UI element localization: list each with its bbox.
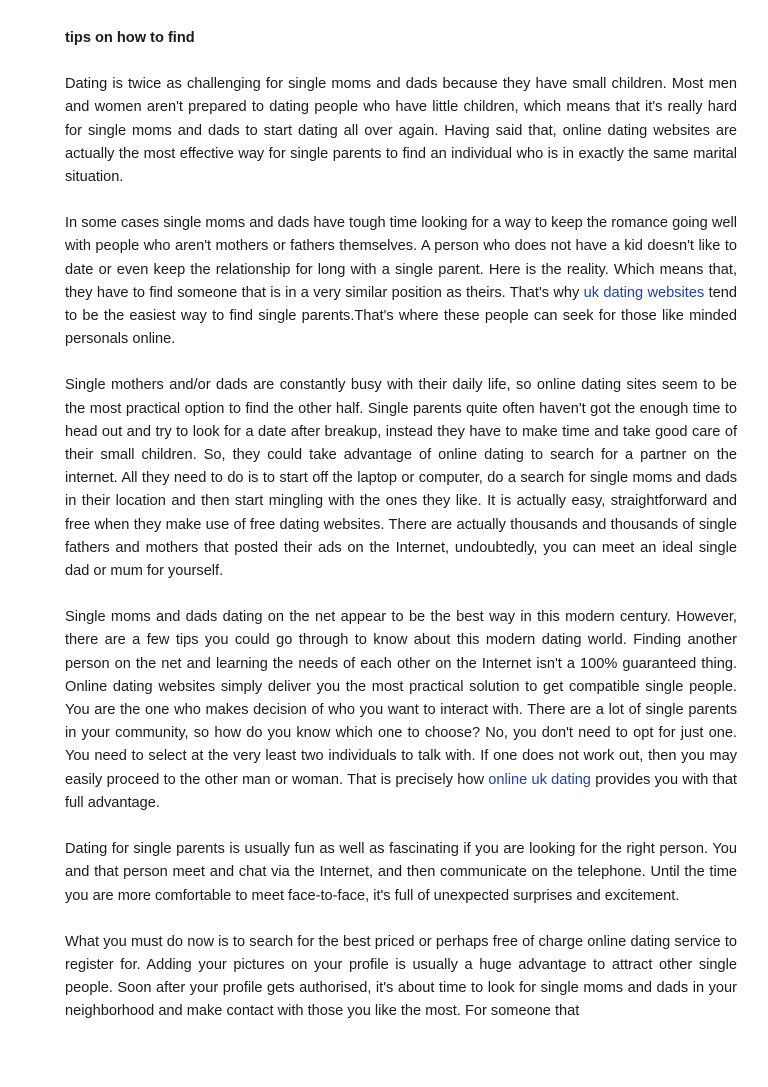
paragraph-3: Single mothers and/or dads are constantly busy with their daily life, so online dating sites seem to be the most practical option to find the other half. Single parents quite often haven't got the enough time to head out and try to look for a date after breakup, instead they have to make time and take good care of their small children. So, they could take advantage of online dating to search for a partner on the internet. All they need to do is to start off the laptop or computer, do a search for single moms and dads in their location and then start mingling with the ones they like. It is actually easy, straightforward and free when they make use of free dating websites. There are actually thousands and thousands of single fathers and mothers that posted their ads on the Internet, undoubtedly, you can meet an ideal single dad or mum for yourself. (65, 377, 737, 580)
paragraph-6: What you must do now is to search for the best priced or perhaps free of charge online dating service to register for. Adding your pictures on your profile is usually a huge advantage to attract other single people. Soon after your profile gets authorised, it's about time to look for single moms and dads in your neighborhood and make contact with those you like the most. For someone that (65, 933, 737, 1020)
document-body (65, 27, 737, 1047)
paragraph-2-text-before: In some cases single moms and dads have tough time looking for a way to keep the romance going well with people who aren't mothers or fathers themselves. A person who does not have a kid doesn't like to date or even keep the relationship for long with a single parent. Here is the reality. Which means that, they have to find someone that is in a very similar position as theirs. That's why (65, 215, 737, 301)
paragraph-4-text-after: provides you with that full advantage. (65, 771, 737, 811)
paragraph-4-text-before: Single moms and dads dating on the net appear to be the best way in this modern century. However, there are a few tips you could go through to know about this modern dating world. Finding another person on the net and learning the needs of each other on the Internet isn't a 100% guaranteed thing. Online dating websites simply deliver you the most practical solution to get compatible single people. You are the one who makes decision of who you want to interact with. There are a lot of single parents in your community, so how do you know which one to choose? No, you don't need to opt for just one. You need to select at the very least two individuals to talk with. If one does not work out, then you may easily proceed to the other man or woman. That is precisely how (65, 609, 737, 788)
uk-dating-websites-link[interactable]: uk dating websites (583, 284, 705, 301)
online-uk-dating-link[interactable]: online uk dating (488, 771, 591, 788)
paragraph-2 (65, 212, 737, 351)
paragraph-4 (65, 606, 737, 815)
page-title: tips on how to find (65, 30, 195, 46)
paragraph-5: Dating for single parents is usually fun as well as fascinating if you are looking for the right person. You and that person meet and chat via the Internet, and then communicate on the telephone. Until the time you are more comfortable to meet face-to-face, it's full of unexpected surprises and excitement. (65, 841, 737, 904)
paragraph-2-text-after: tend to be the easiest way to find single parents.That's where these people can seek for those like minded personals online. (65, 284, 737, 348)
paragraph-1: Dating is twice as challenging for single moms and dads because they have small children. Most men and women aren't prepared to dating people who have little children, which means that it's really hard for single moms and dads to start dating all over again. Having said that, online dating websites are actually the most effective way for single parents to find an individual who is in exactly the same marital situation. (65, 76, 737, 186)
